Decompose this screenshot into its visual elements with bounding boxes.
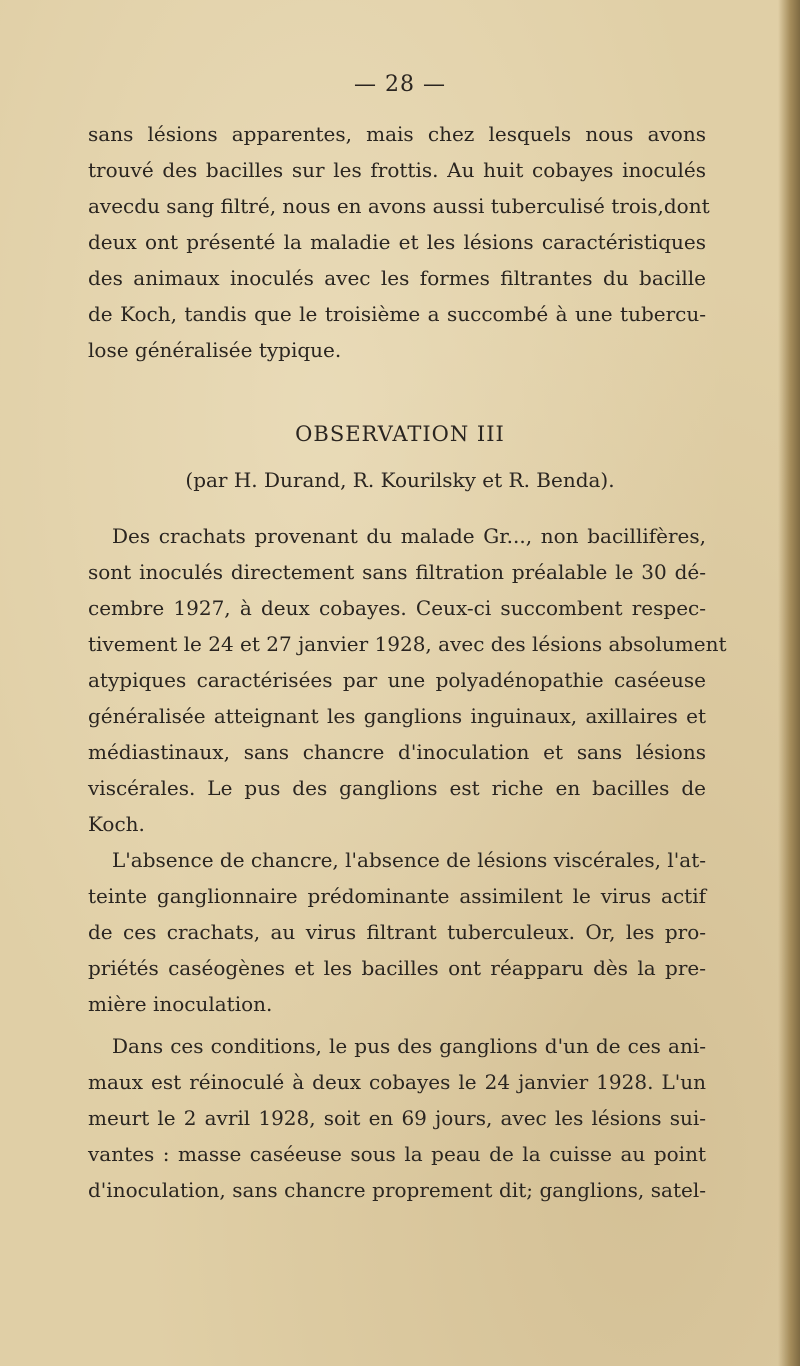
- text-line: atypiques caractérisées par une polyadénopathie caséeuse: [88, 668, 706, 692]
- text-line: deux ont présenté la maladie et les lésions caractéristiques: [88, 230, 706, 254]
- text-line: priétés caséogènes et les bacilles ont réapparu dès la pre-: [88, 956, 706, 980]
- text-line: maux est réinoculé à deux cobayes le 24 janvier 1928. L'un: [88, 1070, 706, 1094]
- text-line: sont inoculés directement sans filtration préalable le 30 dé-: [88, 560, 706, 584]
- text-line: teinte ganglionnaire prédominante assimilent le virus actif: [88, 884, 706, 908]
- observation-authors: (par H. Durand, R. Kourilsky et R. Benda).: [185, 468, 615, 492]
- text-line: d'inoculation, sans chancre proprement dit; ganglions, satel-: [88, 1178, 706, 1202]
- text-line: des animaux inoculés avec les formes filtrantes du bacille: [88, 266, 706, 290]
- text-line: vantes : masse caséeuse sous la peau de la cuisse au point: [88, 1142, 706, 1166]
- page-number: — 28 —: [354, 72, 446, 97]
- text-line: Des crachats provenant du malade Gr..., non bacillifères,: [112, 524, 706, 548]
- text-line: avecdu sang filtré, nous en avons aussi tuberculisé trois,dont: [88, 194, 710, 218]
- page-edge-shadow: [778, 0, 800, 1366]
- text-line: cembre 1927, à deux cobayes. Ceux-ci succombent respec-: [88, 596, 706, 620]
- text-line: L'absence de chancre, l'absence de lésions viscérales, l'at-: [112, 848, 706, 872]
- text-line: généralisée atteignant les ganglions inguinaux, axillaires et: [88, 704, 706, 728]
- text-line: meurt le 2 avril 1928, soit en 69 jours, avec les lésions sui-: [88, 1106, 706, 1130]
- text-line: trouvé des bacilles sur les frottis. Au huit cobayes inoculés: [88, 158, 706, 182]
- text-line: mière inoculation.: [88, 992, 273, 1016]
- text-line: médiastinaux, sans chancre d'inoculation et sans lésions: [88, 740, 706, 764]
- text-line: Koch.: [88, 812, 145, 836]
- text-line: tivement le 24 et 27 janvier 1928, avec des lésions absolument: [88, 632, 727, 656]
- text-line: Dans ces conditions, le pus des ganglions d'un de ces ani-: [112, 1034, 706, 1058]
- observation-title: OBSERVATION III: [295, 422, 505, 446]
- text-line: sans lésions apparentes, mais chez lesquels nous avons: [88, 122, 706, 146]
- text-line: lose généralisée typique.: [88, 338, 342, 362]
- text-line: viscérales. Le pus des ganglions est riche en bacilles de: [88, 776, 706, 800]
- text-line: de Koch, tandis que le troisième a succombé à une tubercu-: [88, 302, 706, 326]
- text-line: de ces crachats, au virus filtrant tuberculeux. Or, les pro-: [88, 920, 706, 944]
